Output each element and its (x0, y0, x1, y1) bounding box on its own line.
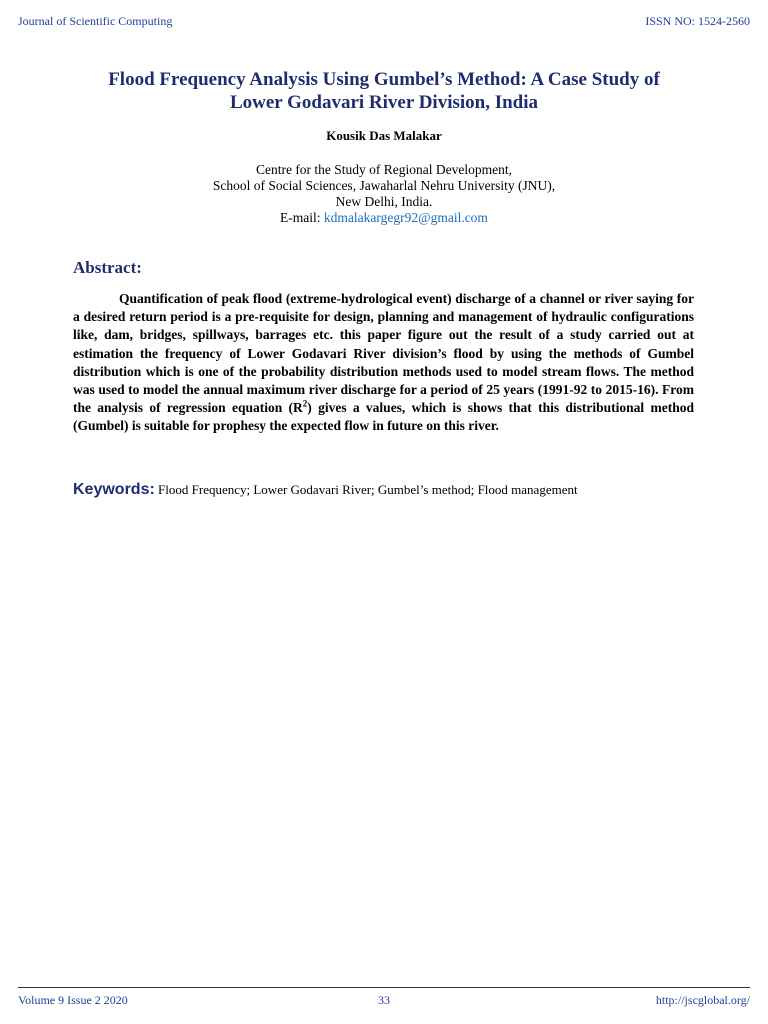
email-label: E-mail: (280, 210, 324, 225)
affiliation-line-3: New Delhi, India. (335, 194, 433, 209)
abstract-text (73, 290, 694, 436)
keywords-text: Flood Frequency; Lower Godavari River; Gumbel’s method; Flood management (154, 482, 578, 497)
title-line-1: Flood Frequency Analysis Using Gumbel’s Method: A Case Study of (108, 69, 660, 90)
issn-number: ISSN NO: 1524-2560 (645, 14, 750, 28)
email-link[interactable]: kdmalakargegr92@gmail.com (323, 210, 488, 225)
page-number: 33 (378, 993, 390, 1007)
journal-url[interactable]: http://jscglobal.org/ (655, 993, 750, 1007)
keywords-label: Keywords: (73, 481, 155, 498)
page-header (18, 14, 750, 30)
abstract-heading: Abstract: (73, 258, 142, 277)
author-name: Kousik Das Malakar (326, 128, 442, 143)
abstract-text-part-2: ) gives a values, which is shows that this distributional method (Gumbel) is suitable for prophesy the expected flow in future on this river. (73, 400, 694, 434)
affiliation-line-2: School of Social Sciences, Jawaharlal Nehru University (JNU), (212, 178, 556, 193)
paper-title (40, 68, 728, 114)
title-line-2: Lower Godavari River Division, India (229, 92, 539, 113)
r-squared-superscript: 2 (302, 398, 308, 409)
volume-issue: Volume 9 Issue 2 2020 (18, 993, 128, 1007)
footer-divider (18, 987, 750, 988)
journal-name: Journal of Scientific Computing (18, 14, 173, 28)
email-line (0, 210, 768, 226)
abstract-text-part-1: Quantification of peak flood (extreme-hydrological event) discharge of a channel or river saying for a desired return period is a pre-requisite for design, planning and management of hydraulic configurations like, dam, bridges, spillways, barrages etc. this paper figure out the result of a study carried out at estimation the frequency of Lower Godavari River division’s flood by using the methods of Gumbel distribution which is one of the probability distribution methods used to model stream flows. The method was used to model the annual maximum river discharge for a period of 25 years (1991-92 to 2015-16). From the analysis of regression equation (R (73, 291, 694, 416)
affiliation-line-1: Centre for the Study of Regional Development, (255, 162, 513, 177)
keywords-line (73, 481, 728, 499)
affiliation-block (0, 162, 768, 226)
page-footer (18, 993, 750, 1009)
